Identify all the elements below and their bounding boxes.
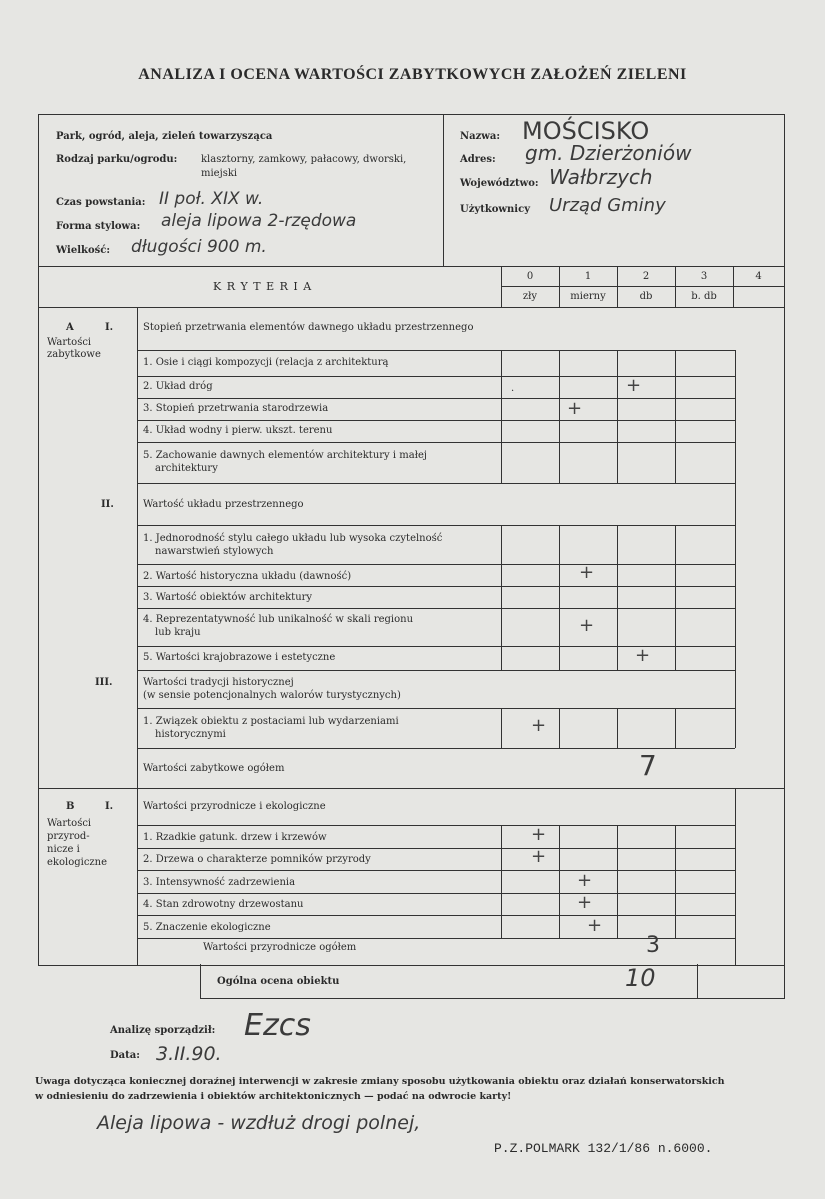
rodzaj-label: Rodzaj parku/ogrodu: [56, 154, 178, 165]
wielkosc-label: Wielkość: [56, 245, 111, 256]
criterion-row: 4. Reprezentatywność lub unikalność w skali regionu [143, 614, 414, 625]
criterion-row: 4. Układ wodny i pierw. ukszt. terenu [143, 425, 333, 436]
section-a-roman: I. [105, 322, 114, 333]
row-line [137, 848, 735, 849]
mark-b-row4-score1: + [577, 892, 593, 913]
score-col-line [617, 708, 618, 748]
wojewodztwo-label: Województwo: [460, 178, 539, 189]
printer-mark: P.Z.POLMARK 132/1/86 n.6000. [494, 1141, 713, 1156]
score-col-line [559, 708, 560, 748]
section-a-total-label: Wartości zabytkowe ogółem [143, 763, 285, 774]
score-col-line [675, 708, 676, 748]
section-b-name-4: ekologiczne [47, 857, 108, 868]
group3-title-1: Wartości tradycji historycznej [143, 677, 294, 688]
criterion-row: 3. Stopień przetrwania starodrzewia [143, 403, 329, 414]
overall-col-line [697, 964, 698, 998]
mark-b-row3-score1: + [577, 870, 593, 891]
row-line [137, 915, 735, 916]
criterion-row: 5. Zachowanie dawnych elementów architektury i małej [143, 450, 427, 461]
stray-dot: . [511, 383, 515, 394]
row-line [137, 350, 735, 351]
scale-num-1: 1 [584, 271, 592, 282]
score-col-line [675, 825, 676, 938]
rodzaj-options-2: miejski [201, 168, 238, 179]
scale-num-3: 3 [700, 271, 708, 282]
score-col-line [617, 525, 618, 670]
header-divider [443, 115, 444, 266]
row-line [137, 870, 735, 871]
overall-box [200, 964, 785, 999]
page-title: ANALIZA I OCENA WARTOŚCI ZABYTKOWYCH ZAŁOŻEŃ ZIELENI [138, 66, 687, 83]
row-line [137, 442, 735, 443]
scale-word-2: db [639, 291, 653, 302]
czas-value: II poł. XIX w. [159, 189, 264, 209]
row-line [137, 893, 735, 894]
criterion-row: 5. Znaczenie ekologiczne [143, 922, 271, 933]
score-col-line [735, 350, 736, 748]
section-b-name-3: nicze i [47, 844, 80, 855]
row-line [137, 525, 735, 526]
group2-title: Wartość układu przestrzennego [143, 499, 304, 510]
row-line [137, 398, 735, 399]
score-col-line [559, 525, 560, 670]
mark-row7-score1: + [579, 562, 595, 583]
mark-b-row2-score0: + [531, 846, 547, 867]
group3-roman: III. [95, 677, 113, 688]
date-value: 3.II.90. [156, 1043, 222, 1065]
scale-mid-line [501, 286, 784, 287]
scale-num-4: 4 [755, 271, 762, 282]
section-a-letter: A [66, 322, 74, 333]
row-line [137, 564, 735, 565]
mark-b-row1-score0: + [531, 824, 547, 845]
park-type-label: Park, ogród, aleja, zieleń towarzysząca [56, 131, 273, 142]
row-line [137, 825, 735, 826]
wielkosc-value: długości 900 m. [131, 237, 267, 257]
czas-label: Czas powstania: [56, 197, 146, 208]
row-line [137, 586, 735, 587]
score-col-line [617, 350, 618, 483]
date-label: Data: [110, 1050, 140, 1061]
nazwa-value: MOŚCISKO [522, 117, 650, 145]
overall-value: 10 [625, 964, 656, 992]
criteria-label: K R Y T E R I A [213, 280, 313, 293]
criterion-row: 4. Stan zdrowotny drzewostanu [143, 899, 304, 910]
criterion-row: 3. Wartość obiektów architektury [143, 592, 313, 603]
scale-word-1: mierny [570, 291, 606, 302]
score-col-line [501, 350, 502, 483]
criterion-row-cont: lub kraju [155, 627, 201, 638]
score-col-line [501, 525, 502, 670]
score-col-line [735, 788, 736, 965]
header-bottom-line [39, 266, 784, 267]
section-b-name-1: Wartości [47, 818, 92, 829]
criterion-row: 2. Układ dróg [143, 381, 213, 392]
wojewodztwo-value: Wałbrzych [549, 165, 653, 189]
criterion-row: 2. Wartość historyczna układu (dawność) [143, 571, 352, 582]
criterion-row: 1. Jednorodność stylu całego układu lub wysoka czytelność [143, 533, 443, 544]
note-line-2: w odniesieniu do zadrzewienia i obiektów architektonicznych — podać na odwrocie karty! [35, 1091, 512, 1102]
section-b-letter: B [66, 801, 75, 812]
row-line [137, 483, 735, 484]
criterion-row: 5. Wartości krajobrazowe i estetyczne [143, 652, 336, 663]
criterion-row: 1. Związek obiektu z postaciami lub wydarzeniami [143, 716, 399, 727]
criterion-row: 1. Rzadkie gatunk. drzew i krzewów [143, 832, 327, 843]
uzytkownicy-value: Urząd Gminy [549, 195, 666, 216]
criterion-row: 1. Osie i ciągi kompozycji (relacja z architekturą [143, 357, 389, 368]
signature: Ezcs [244, 1008, 311, 1043]
scale-num-0: 0 [526, 271, 534, 282]
mark-row3-score1: + [567, 398, 583, 419]
row-line [137, 376, 735, 377]
criterion-row: 3. Intensywność zadrzewienia [143, 877, 296, 888]
mark-row11-score0: + [531, 715, 547, 736]
row-line [137, 420, 735, 421]
group1-title: Stopień przetrwania elementów dawnego układu przestrzennego [143, 322, 474, 333]
uzytkownicy-label: Użytkownicy [460, 204, 531, 215]
forma-value: aleja lipowa 2-rzędowa [161, 211, 357, 231]
score-col-line [501, 825, 502, 938]
handwritten-note: Aleja lipowa - wzdłuż drogi polnej, [97, 1112, 421, 1134]
score-col-line [559, 350, 560, 483]
score-col-line [559, 825, 560, 938]
section-b-total-value: 3 [646, 933, 660, 958]
criterion-row-cont: historycznymi [155, 729, 226, 740]
criteria-header-bottom [39, 307, 784, 308]
score-col-line [675, 525, 676, 670]
row-line [137, 708, 735, 709]
criterion-row-cont: architektury [155, 463, 218, 474]
criterion-row-cont: nawarstwień stylowych [155, 546, 274, 557]
evaluation-form [38, 114, 785, 966]
group2-roman: II. [101, 499, 114, 510]
row-line [137, 608, 735, 609]
overall-label: Ogólna ocena obiektu [217, 976, 340, 987]
rodzaj-options-1: klasztorny, zamkowy, pałacowy, dworski, [201, 154, 407, 165]
scale-word-3: b. db [691, 291, 717, 302]
adres-value: gm. Dzierżoniów [525, 141, 692, 165]
row-line [137, 670, 735, 671]
section-divider [39, 788, 784, 789]
score-col-line [675, 350, 676, 483]
section-a-name-1: Wartości [47, 337, 92, 348]
group3-title-2: (w sensie potencjonalnych walorów turystycznych) [143, 690, 401, 701]
forma-label: Forma stylowa: [56, 221, 141, 232]
nazwa-label: Nazwa: [460, 131, 501, 142]
section-column-line [137, 307, 138, 965]
scale-num-2: 2 [642, 271, 650, 282]
score-col-line [617, 825, 618, 938]
adres-label: Adres: [460, 154, 496, 165]
criterion-row: 2. Drzewa o charakterze pomników przyrody [143, 854, 371, 865]
score-col-line [501, 708, 502, 748]
mark-row2-score2: + [626, 375, 642, 396]
analysis-label: Analizę sporządził: [110, 1025, 216, 1036]
note-line-1: Uwaga dotycząca koniecznej doraźnej interwencji w zakresie zmiany sposobu użytkowania obiektu oraz działań konserwatorskich [35, 1076, 725, 1087]
scale-word-0: zły [522, 291, 538, 302]
section-b-group-title: Wartości przyrodnicze i ekologiczne [143, 801, 326, 812]
section-a-name-2: zabytkowe [47, 349, 101, 360]
mark-row9-score1: + [579, 615, 595, 636]
mark-b-row5-score1: + [587, 915, 603, 936]
mark-row10-score2: + [635, 645, 651, 666]
section-b-total-label: Wartości przyrodnicze ogółem [203, 942, 357, 953]
section-b-name-2: przyrod- [47, 831, 90, 842]
section-a-total-value: 7 [639, 749, 657, 782]
section-b-roman: I. [105, 801, 114, 812]
